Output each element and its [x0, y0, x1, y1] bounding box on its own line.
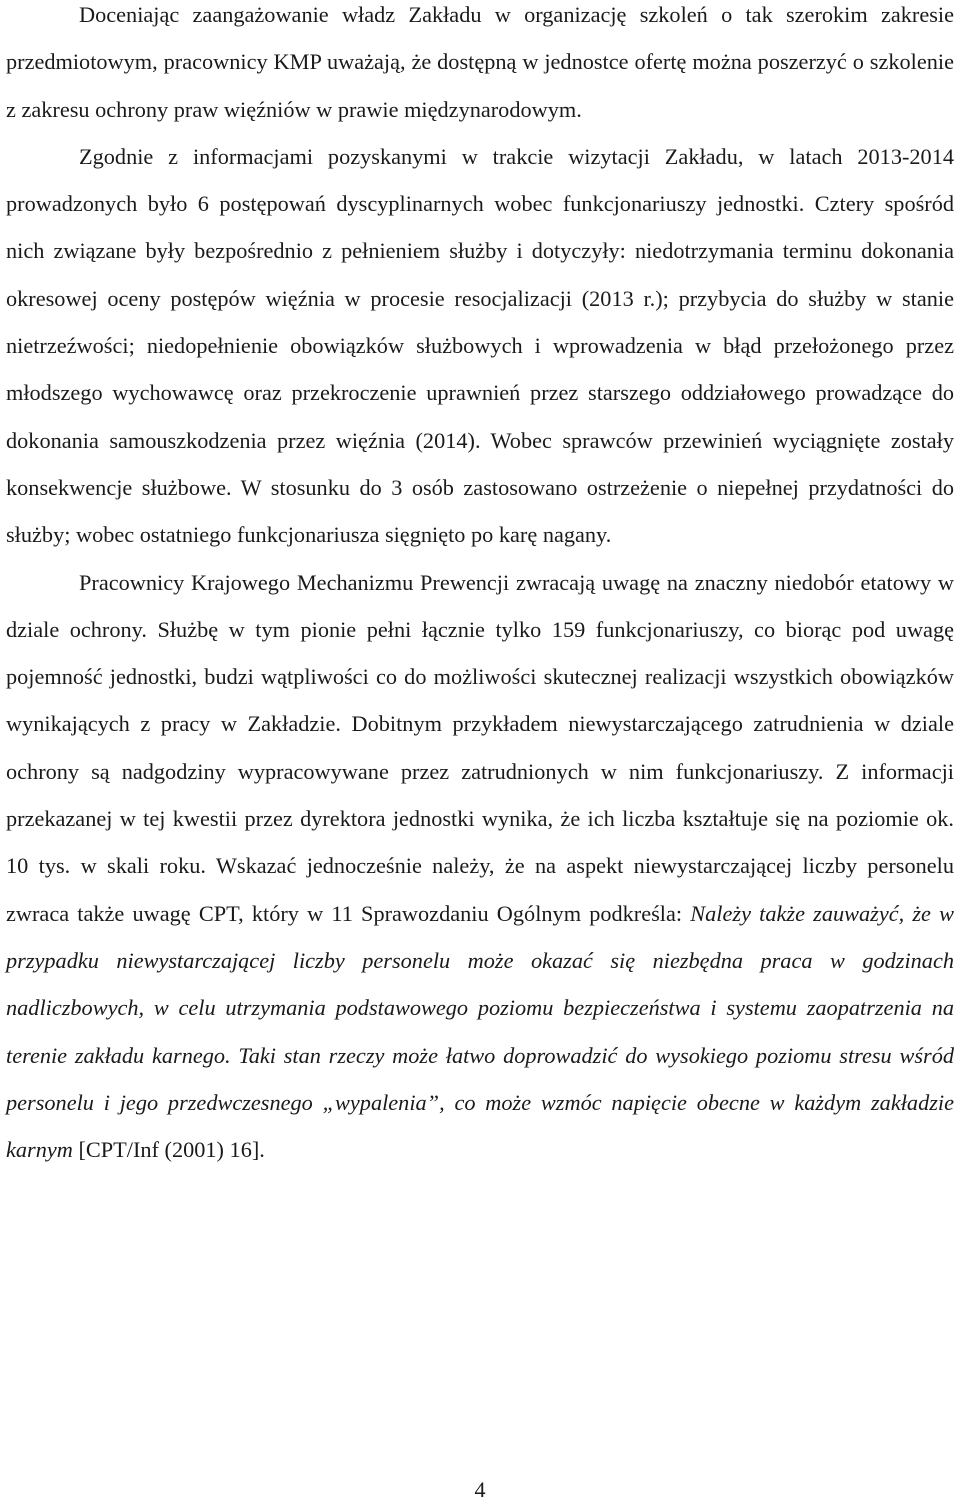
- paragraph-training: Doceniając zaangażowanie władz Zakładu w organizację szkoleń o tak szerokim zakresie przedmiotowym, pracownicy KMP uważają, że dostępną w jednostce ofertę można poszerzyć o szkolenie z zakresu ochrony praw więźniów w prawie międzynarodowym.: [6, 2, 954, 122]
- cpt-quote: Należy także zauważyć, że w przypadku niewystarczającej liczby personelu może okazać się niezbędna praca w godzinach nadliczbowych, w celu utrzymania podstawowego poziomu bezpieczeństwa i systemu zaopatrzenia na terenie zakładu karnego. Taki stan rzeczy może łatwo doprowadzić do wysokiego poziomu stresu wśród personelu i jego przedwczesnego „wypalenia”, co może wzmóc napięcie obecne w każdym zakładzie karnym: [6, 900, 954, 1163]
- document-page: [6, 0, 954, 1173]
- paragraph-staff-shortage: [6, 559, 954, 1174]
- paragraph-disciplinary-proceedings: Zgodnie z informacjami pozyskanymi w trakcie wizytacji Zakładu, w latach 2013-2014 prowadzonych było 6 postępowań dyscyplinarnych wobec funkcjonariuszy jednostki. Cztery spośród nich związane były bezpośrednio z pełnieniem służby i dotyczyły: niedotrzymania terminu dokonania okresowej oceny postępów więźnia w procesie resocjalizacji (2013 r.); przybycia do służby w stanie nietrzeźwości; niedopełnienie obowiązków służbowych i wprowadzenia w błąd przełożonego przez młodszego wychowawcę oraz przekroczenie uprawnień przez starszego oddziałowego prowadzące do dokonania samouszkodzenia przez więźnia (2014). Wobec sprawców przewinień wyciągnięte zostały konsekwencje służbowe. W stosunku do 3 osób zastosowano ostrzeżenie o niepełnej przydatności do służby; wobec ostatniego funkcjonariusza sięgnięto po karę nagany.: [6, 143, 954, 548]
- page-number: 4: [474, 1477, 486, 1502]
- staff-shortage-text: Pracownicy Krajowego Mechanizmu Prewencji zwracają uwagę na znaczny niedobór etatowy w dziale ochrony. Służbę w tym pionie pełni łącznie tylko 159 funkcjonariuszy, co biorąc pod uwagę pojemność jednostki, budzi wątpliwości co do możliwości skutecznej realizacji wszystkich obowiązków wynikających z pracy w Zakładzie. Dobitnym przykładem niewystarczającego zatrudnienia w dziale ochrony są nadgodziny wypracowywane przez zatrudnionych w nim funkcjonariuszy. Z informacji przekazanej w tej kwestii przez dyrektora jednostki wynika, że ich liczba kształtuje się na poziomie ok. 10 tys. w skali roku. Wskazać jednocześnie należy, że na aspekt niewystarczającej liczby personelu zwraca także uwagę CPT, który w 11 Sprawozdaniu Ogólnym podkreśla:: [6, 569, 954, 926]
- cpt-citation: [CPT/Inf (2001) 16].: [72, 1137, 265, 1163]
